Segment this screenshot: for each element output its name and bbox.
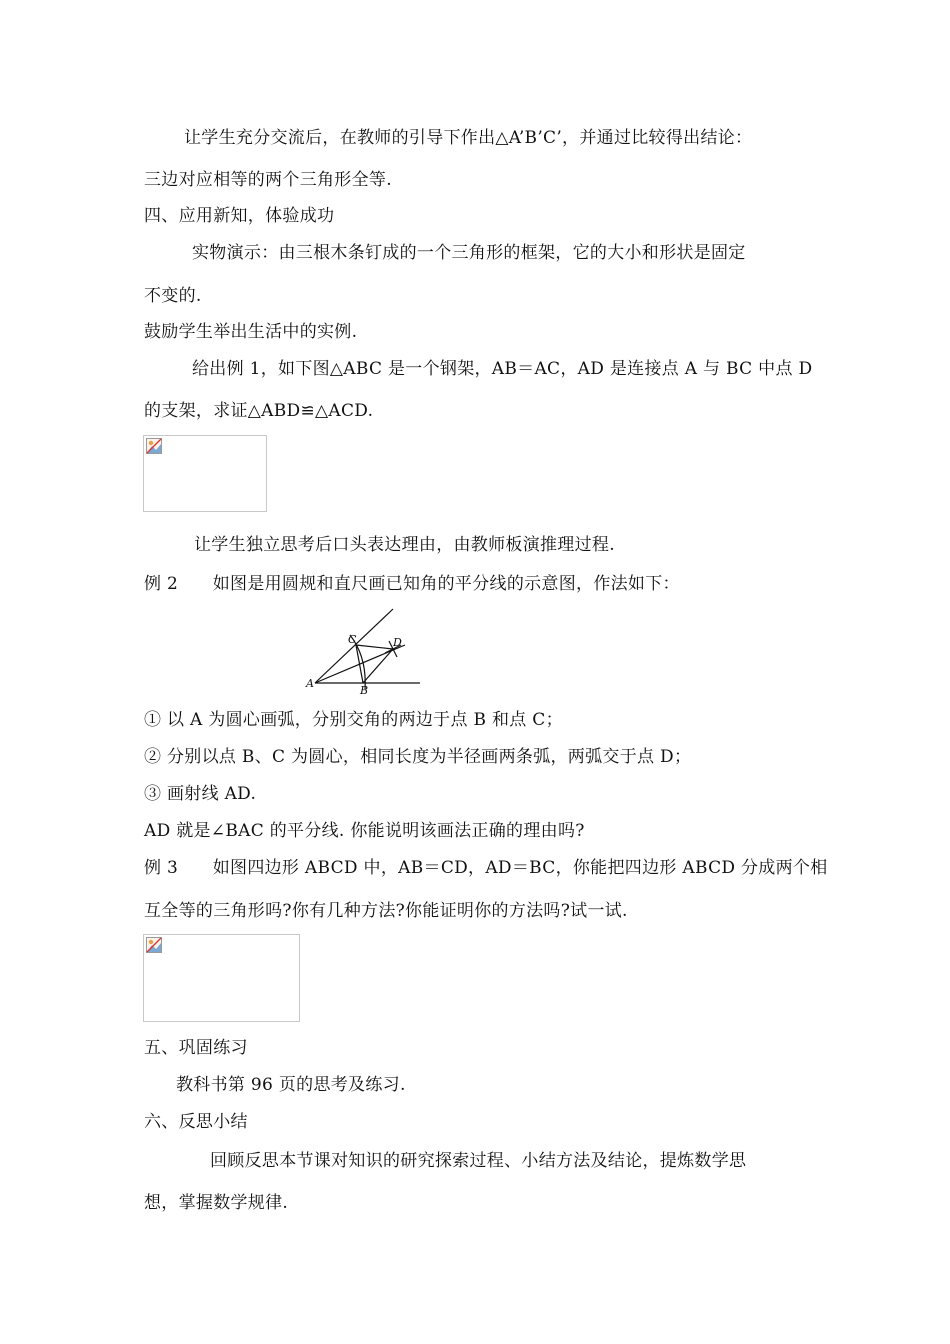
paragraph-line: 例 2 如图是用圆规和直尺画已知角的平分线的示意图，作法如下： <box>144 574 680 594</box>
broken-image-icon <box>146 438 162 454</box>
broken-image-placeholder <box>143 934 300 1022</box>
label-a: A <box>306 677 314 690</box>
broken-image-icon <box>146 937 162 953</box>
paragraph-line: 给出例 1，如下图△ABC 是一个钢架，AB＝AC，AD 是连接点 A 与 BC 中点 D <box>192 359 813 379</box>
paragraph-line: 实物演示：由三根木条钉成的一个三角形的框架，它的大小和形状是固定 <box>192 243 746 263</box>
paragraph-line: AD 就是∠BAC 的平分线. 你能说明该画法正确的理由吗? <box>144 821 585 841</box>
section-heading: 五、巩固练习 <box>144 1038 248 1058</box>
paragraph-line: 鼓励学生举出生活中的实例. <box>144 322 358 342</box>
ray-ac <box>315 609 393 683</box>
paragraph-line: 不变的. <box>144 286 202 306</box>
label-c: C <box>348 633 357 646</box>
paragraph-line: 让学生充分交流后，在教师的引导下作出△A’B’C’，并通过比较得出结论： <box>184 128 753 148</box>
paragraph-line: 想，掌握数学规律. <box>144 1193 289 1213</box>
paragraph-line: 回顾反思本节课对知识的研究探索过程、小结方法及结论，提炼数学思 <box>210 1151 747 1171</box>
construction-step: ① 以 A 为圆心画弧，分别交角的两边于点 B 和点 C； <box>144 710 563 730</box>
segment-cd <box>356 645 393 649</box>
paragraph-line: 的支架，求证△ABD≌△ACD. <box>144 401 374 421</box>
paragraph-line: 例 3 如图四边形 ABCD 中，AB＝CD，AD＝BC，你能把四边形 ABCD 分成两个相 <box>144 858 828 878</box>
label-d: D <box>393 636 402 649</box>
section-heading: 六、反思小结 <box>144 1112 248 1132</box>
segment-bd <box>363 649 393 683</box>
broken-image-placeholder <box>143 435 267 512</box>
label-b: B <box>360 684 369 695</box>
paragraph-line: 互全等的三角形吗?你有几种方法?你能证明你的方法吗?试一试. <box>144 901 628 921</box>
construction-step: ② 分别以点 B、C 为圆心，相同长度为半径画两条弧，两弧交于点 D； <box>144 747 692 767</box>
paragraph-line: 三边对应相等的两个三角形全等. <box>144 170 392 190</box>
angle-bisector-figure <box>305 605 425 695</box>
section-heading: 四、应用新知，体验成功 <box>144 206 335 226</box>
paragraph-line: 教科书第 96 页的思考及练习. <box>176 1075 406 1095</box>
construction-step: ③ 画射线 AD. <box>144 784 257 804</box>
paragraph-line: 让学生独立思考后口头表达理由，由教师板演推理过程. <box>194 535 615 555</box>
